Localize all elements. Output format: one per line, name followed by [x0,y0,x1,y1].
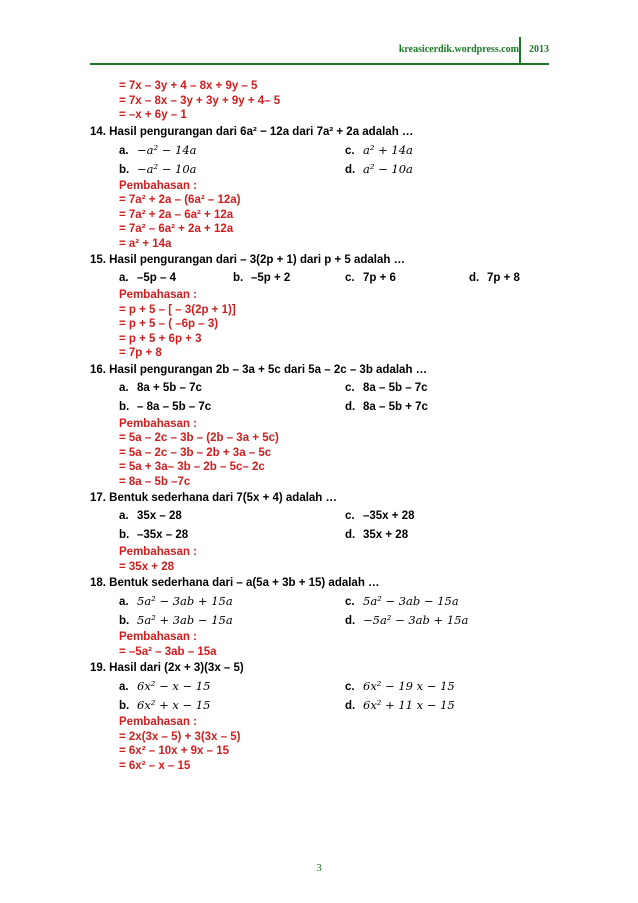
option-c: c. –35x + 28 [345,510,415,522]
option-d: d. 6x² + 11 x − 15 [345,698,455,712]
header-site: kreasicerdik.wordpress.com [398,44,519,55]
option-b: b. 6x² + x − 15 [119,698,211,712]
solution-line: = 5a – 2c – 3b – 2b + 3a – 5c [119,446,272,459]
header-year: 2013 [529,44,549,55]
question-text: 19. Hasil dari (2x + 3)(3x – 5) [90,662,244,674]
page-number: 3 [316,862,322,874]
option-a: a. 35x – 28 [119,510,182,522]
option-b: b. –5p + 2 [233,272,291,284]
question-text: 18. Bentuk sederhana dari – a(5a + 3b + 15) adalah … [90,577,380,589]
solution-heading: Pembahasan : [119,289,197,301]
question-text: 16. Hasil pengurangan 2b – 3a + 5c dari 5a – 2c – 3b adalah … [90,363,428,376]
solution [90,179,550,252]
solution-line: = p + 5 + 6p + 3 [119,332,202,345]
option-row [90,592,550,611]
solution-line: = 7x – 8x – 3y + 3y + 9y + 4– 5 [119,94,281,107]
solution-heading: Pembahasan : [119,179,197,192]
option-row [90,611,550,630]
solution [90,417,550,490]
option-a: a. –5p – 4 [119,272,176,284]
solution-line: = 5a – 2c – 3b – (2b – 3a + 5c) [119,432,279,444]
solution-line: = 5a + 3a– 3b – 2b – 5c– 2c [119,461,265,473]
worksheet-content [90,79,550,773]
solution-line: = 35x + 28 [119,560,174,573]
solution-heading: Pembahasan : [119,546,197,558]
question-15 [90,251,550,361]
option-row [90,379,550,398]
question-text: 15. Hasil pengurangan dari – 3(2p + 1) dari p + 5 adalah … [90,254,406,266]
question-18 [90,574,550,659]
option-a: a. 8a + 5b – 7c [119,381,202,394]
solution-line: = p + 5 – [ – 3(2p + 1)] [119,303,236,316]
option-row [90,141,550,160]
solution-line: = 7a² – 6a² + 2a + 12a [119,223,234,235]
option-row [90,677,550,696]
option-b: b. –35x – 28 [119,529,189,541]
option-a: a. −a² − 14a [119,142,197,157]
option-a: a. 5a² − 3ab + 15a [119,594,233,608]
solution [90,288,550,361]
option-row [90,696,550,715]
solution-line: = 7x – 3y + 4 – 8x + 9y – 5 [119,80,258,92]
question-19 [90,659,550,773]
option-row [90,507,550,526]
option-c: c. 7p + 6 [345,272,396,284]
option-b: b. −a² − 10a [119,161,197,176]
option-b: b. 5a² + 3ab − 15a [119,613,233,627]
solution-line: = a² + 14a [119,237,172,250]
option-a: a. 6x² − x − 15 [119,679,211,693]
option-c: c. a² + 14a [345,142,413,157]
option-d: d. 7p + 8 [469,272,520,284]
solution-line: = 8a – 5b –7c [119,475,191,488]
solution-line: = –5a² – 3ab – 15a [119,645,217,658]
solution [90,545,550,574]
solution-line: = 7a² + 2a – (6a² – 12a) [119,194,241,206]
solution [90,715,550,773]
option-d: d. 35x + 28 [345,529,409,541]
header-divider [519,37,521,65]
solution-line: = 7a² + 2a – 6a² + 12a [119,208,234,221]
option-b: b. – 8a – 5b – 7c [119,400,212,413]
question-16 [90,361,550,490]
solution-line: = 2x(3x – 5) + 3(3x – 5) [119,730,241,743]
solution-heading: Pembahasan : [119,417,197,430]
page-header [0,0,638,70]
header-rule [90,63,549,65]
option-row [90,526,550,545]
question-text: 14. Hasil pengurangan dari 6a² − 12a dari 7a² + 2a adalah … [90,125,414,138]
prev-solution [90,79,550,123]
option-d: d. 8a – 5b + 7c [345,400,428,413]
option-d: d. −5a² − 3ab + 15a [345,613,469,627]
option-d: d. a² − 10a [345,161,413,176]
option-c: c. 8a – 5b – 7c [345,381,428,394]
question-14 [90,123,550,252]
option-row [90,269,550,288]
option-c: c. 5a² − 3ab − 15a [345,594,459,608]
solution [90,630,550,659]
solution-line: = 7p + 8 [119,347,162,359]
solution-line: = p + 5 – ( –6p – 3) [119,318,219,330]
solution-heading: Pembahasan : [119,716,197,728]
option-c: c. 6x² − 19 x − 15 [345,679,455,693]
solution-line: = 6x² – x – 15 [119,759,191,772]
option-row [90,398,550,417]
question-text: 17. Bentuk sederhana dari 7(5x + 4) adalah … [90,492,338,504]
solution-line: = –x + 6y – 1 [119,109,187,121]
solution-heading: Pembahasan : [119,631,197,643]
question-17 [90,489,550,574]
option-row [90,160,550,179]
solution-line: = 6x² – 10x + 9x – 15 [119,745,229,757]
